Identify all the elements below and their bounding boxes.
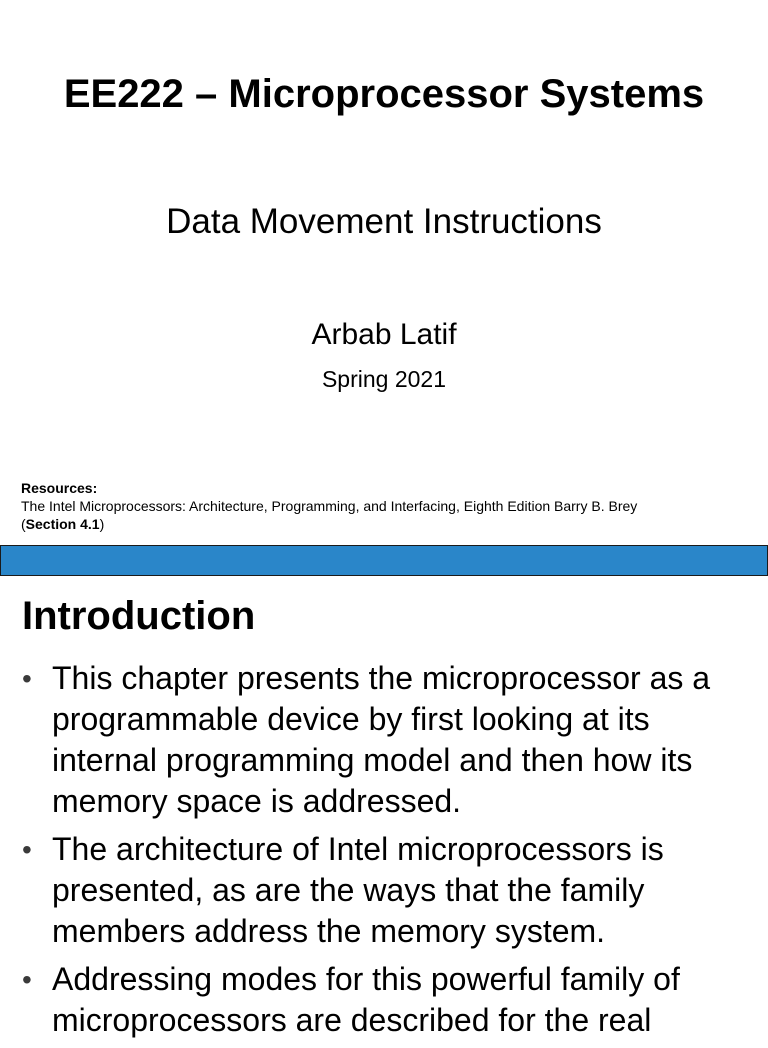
paren-close: ) xyxy=(99,516,105,532)
bullet-dot-icon: • xyxy=(22,834,32,865)
bullet-list xyxy=(22,658,762,1048)
introduction-slide xyxy=(0,576,768,1038)
bullet-item xyxy=(22,829,762,952)
slide-divider-bar xyxy=(0,545,768,576)
paren-open: ( xyxy=(21,516,26,532)
resources-block xyxy=(21,479,751,533)
bullet-item xyxy=(22,658,762,822)
bullet-text: Addressing modes for this powerful family of microprocessors are described for the real xyxy=(52,961,680,1038)
bullet-text: The architecture of Intel microprocessors is presented, as are the ways that the family members address the memory system. xyxy=(52,831,664,949)
author-name: Arbab Latif xyxy=(311,318,457,351)
lecture-subtitle: Data Movement Instructions xyxy=(166,202,602,241)
bullet-text: This chapter presents the microprocessor as a programmable device by first looking at its internal programming model and then how its memory space is addressed. xyxy=(52,660,711,819)
bullet-item xyxy=(22,959,762,1041)
term-label: Spring 2021 xyxy=(321,366,447,392)
bullet-dot-icon: • xyxy=(22,964,32,995)
bullet-dot-icon: • xyxy=(22,663,32,694)
course-title: EE222 – Microprocessor Systems xyxy=(63,72,705,116)
slide-title: Introduction xyxy=(22,594,256,638)
resources-text: The Intel Microprocessors: Architecture, Programming, and Interfacing, Eighth Edition Barry B. Brey xyxy=(21,498,638,514)
resources-section: Section 4.1 xyxy=(25,516,100,532)
resources-heading: Resources: xyxy=(21,480,98,496)
resources-section-line xyxy=(21,515,751,533)
